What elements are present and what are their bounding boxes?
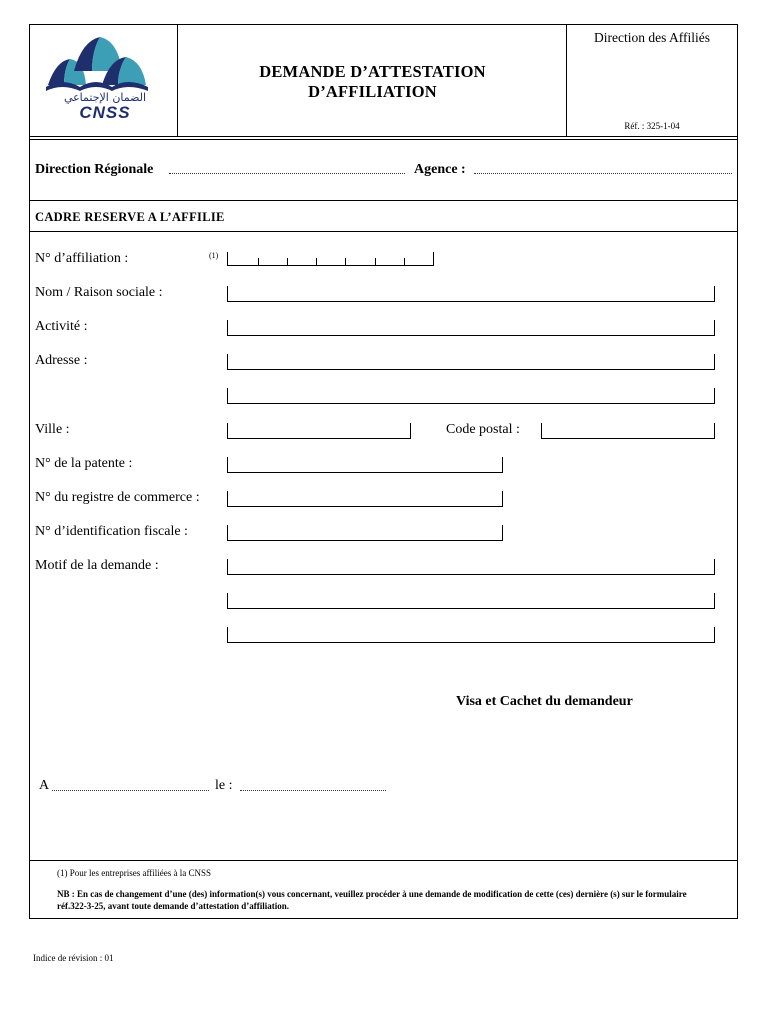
direction-regionale-input[interactable]: [169, 173, 405, 174]
a-label: A: [39, 778, 50, 793]
section-title: CADRE RESERVE A L’AFFILIE: [35, 210, 225, 224]
adresse-input-line-1[interactable]: [227, 354, 715, 370]
agence-input[interactable]: [474, 173, 732, 174]
registre-label: N° du registre de commerce :: [35, 490, 200, 505]
adresse-label: Adresse :: [35, 353, 88, 368]
agence-label: Agence :: [414, 162, 466, 177]
footnote: (1) Pour les entreprises affiliées à la CNSS: [57, 868, 212, 878]
title-line-2: D’AFFILIATION: [308, 82, 437, 101]
logo-arches: [46, 37, 148, 91]
nb-note: NB : En cas de changement d’une (des) information(s) vous concernant, veuillez procéder à une demande de modification de cette (ces) dernière (s) sur le formulaire réf.322-3-25, avant toute demande d’attestation d’affiliation.: [57, 889, 687, 911]
motif-input-line-1[interactable]: [227, 559, 715, 575]
nom-label: Nom / Raison sociale :: [35, 285, 163, 300]
ville-label: Ville :: [35, 422, 70, 437]
visa-label: Visa et Cachet du demandeur: [456, 694, 633, 709]
patente-label: N° de la patente :: [35, 456, 133, 471]
fiscale-input[interactable]: [227, 525, 503, 541]
code-postal-input[interactable]: [541, 423, 715, 439]
motif-input-line-2[interactable]: [227, 593, 715, 609]
activite-label: Activité :: [35, 319, 88, 334]
a-input[interactable]: [52, 790, 209, 791]
ville-input[interactable]: [227, 423, 411, 439]
revision-index: Indice de révision : 01: [33, 953, 114, 963]
footer-top-line: [29, 860, 738, 861]
patente-input[interactable]: [227, 457, 503, 473]
affiliation-label: N° d’affiliation :: [35, 251, 129, 266]
activite-input[interactable]: [227, 320, 715, 336]
motif-label: Motif de la demande :: [35, 558, 159, 573]
direction-affilies: Direction des Affiliés: [594, 30, 710, 45]
header-bottom-line-2: [29, 139, 738, 140]
section-title-line: [29, 231, 738, 232]
fiscale-label: N° d’identification fiscale :: [35, 524, 188, 539]
motif-input-line-3[interactable]: [227, 627, 715, 643]
cnss-logo: [30, 25, 178, 137]
affiliation-note: (1): [209, 251, 219, 260]
registre-input[interactable]: [227, 491, 503, 507]
affiliation-input[interactable]: [227, 252, 434, 266]
nom-input[interactable]: [227, 286, 715, 302]
logo-cnss-text: CNSS: [79, 103, 131, 122]
le-input[interactable]: [240, 790, 386, 791]
direction-regionale-label: Direction Régionale: [35, 162, 154, 177]
region-row-bottom-line: [29, 200, 738, 201]
logo-arabic-text: الضمان الإجتماعي: [63, 91, 147, 104]
code-postal-label: Code postal :: [446, 422, 520, 437]
le-label: le :: [215, 778, 233, 793]
title-line-1: DEMANDE D’ATTESTATION: [259, 62, 486, 81]
reference-number: Réf. : 325-1-04: [624, 121, 680, 131]
page-title: [180, 62, 565, 102]
adresse-input-line-2[interactable]: [227, 388, 715, 404]
header-divider-right: [566, 24, 567, 137]
